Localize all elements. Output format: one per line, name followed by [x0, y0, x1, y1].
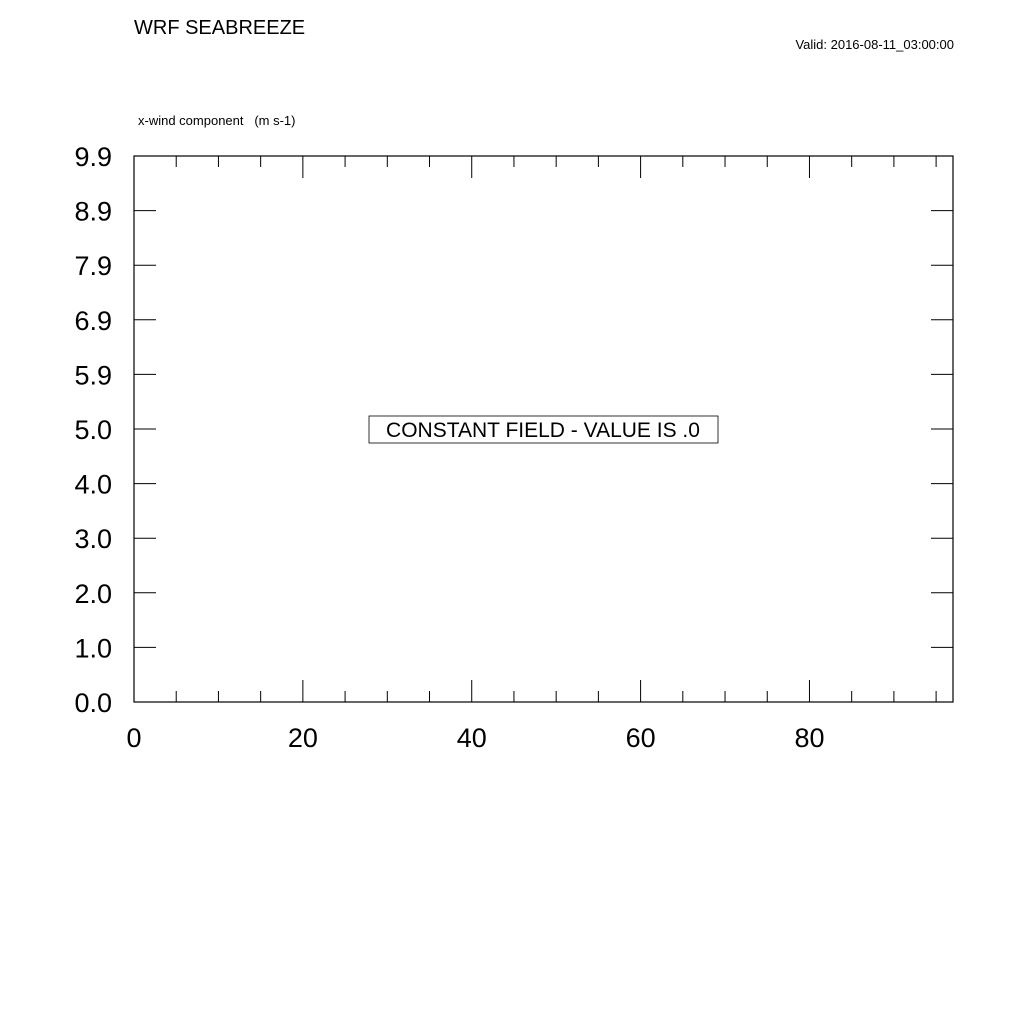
y-tick-label: 0.0 — [74, 688, 112, 718]
x-tick-label: 60 — [625, 723, 656, 753]
y-tick-label: 5.0 — [74, 415, 112, 445]
x-tick-label: 0 — [126, 723, 142, 753]
x-tick-labels — [126, 723, 824, 753]
constant-field-box — [369, 416, 718, 443]
field-label: x-wind component (m s-1) — [138, 113, 296, 128]
x-tick-label: 20 — [287, 723, 318, 753]
y-tick-label: 1.0 — [74, 633, 112, 664]
y-tick-label: 6.9 — [74, 305, 112, 336]
y-tick-labels — [74, 142, 112, 718]
x-tick-label: 80 — [794, 723, 825, 753]
y-tick-label: 3.0 — [74, 524, 112, 555]
annotation-text: CONSTANT FIELD - VALUE IS .0 — [386, 419, 700, 442]
y-tick-label: 2.0 — [74, 578, 112, 609]
y-tick-label: 7.9 — [74, 251, 112, 282]
y-tick-label: 5.9 — [74, 360, 112, 391]
x-tick-label: 40 — [456, 723, 487, 753]
y-tick-label: 9.9 — [74, 142, 112, 172]
chart-title: WRF SEABREEZE — [134, 17, 306, 39]
valid-time: Valid: 2016-08-11_03:00:00 — [795, 37, 954, 52]
y-tick-label: 8.9 — [74, 196, 112, 227]
y-tick-label: 4.0 — [74, 469, 112, 500]
